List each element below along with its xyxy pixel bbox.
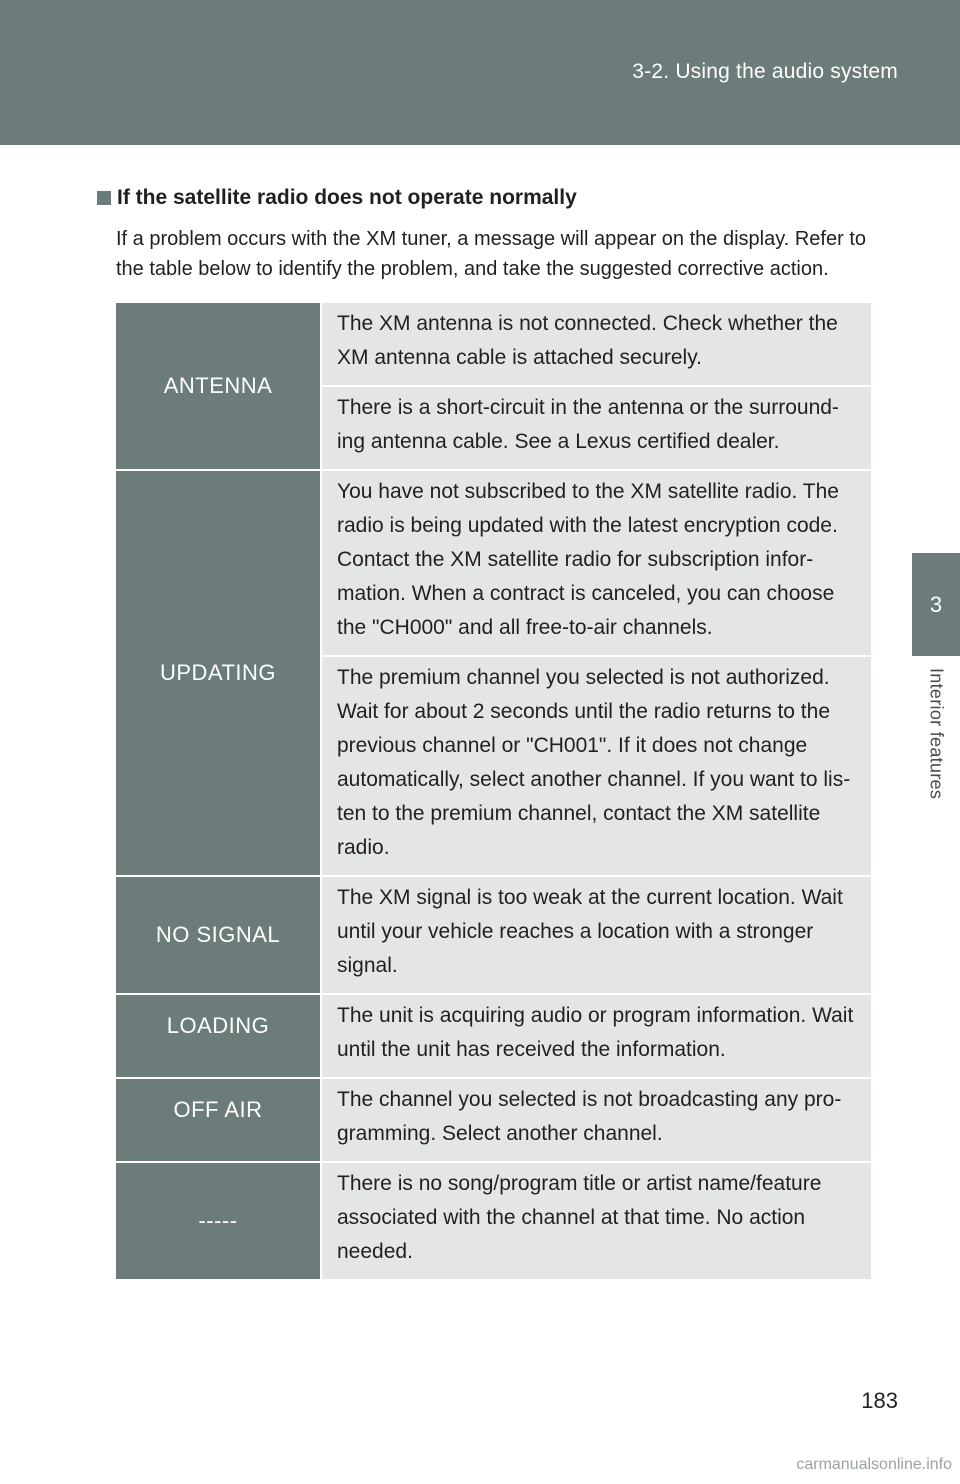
table-row	[116, 1078, 871, 1162]
table-row	[116, 470, 871, 656]
table-row	[116, 994, 871, 1078]
message-description-cell: The channel you selected is not broadcasting any pro- gramming. Select another channel.	[321, 1078, 871, 1162]
message-table	[116, 303, 871, 1281]
intro-paragraph: If a problem occurs with the XM tuner, a message will appear on the display. Refer to the table below to identify the problem, and take the suggested corrective action.	[116, 228, 866, 280]
message-code-cell: -----	[116, 1162, 321, 1280]
watermark-text: carmanualsonline.info	[796, 1456, 952, 1473]
message-description-cell: There is no song/program title or artist name/feature associated with the channel at that time. No action needed.	[321, 1162, 871, 1280]
message-code-cell: ANTENNA	[116, 303, 321, 470]
header-band	[0, 0, 960, 145]
message-code-cell: NO SIGNAL	[116, 876, 321, 994]
square-bullet-icon	[97, 191, 111, 205]
message-description-cell: The XM antenna is not connected. Check whether the XM antenna cable is attached securely.	[321, 303, 871, 386]
message-code-cell: LOADING	[116, 994, 321, 1078]
table-row	[116, 1162, 871, 1280]
message-description-cell: You have not subscribed to the XM satellite radio. The radio is being updated with the latest encryption code. Contact the XM satellite radio for subscription infor- mation. When a contract is canceled, you can choose the "CH000" and all free-to-air channels.	[321, 470, 871, 656]
message-code-cell: OFF AIR	[116, 1078, 321, 1162]
message-description-cell: The premium channel you selected is not authorized. Wait for about 2 seconds until the radio returns to the previous channel or "CH001". If it does not change automatically, select another channel. If you want to lis- ten to the premium channel, contact the XM satellite radio.	[321, 656, 871, 876]
table-row	[116, 303, 871, 386]
message-description-cell: The unit is acquiring audio or program information. Wait until the unit has received the information.	[321, 994, 871, 1078]
message-description-cell: There is a short-circuit in the antenna or the surround- ing antenna cable. See a Lexus certified dealer.	[321, 386, 871, 470]
chapter-label-text: Interior features	[926, 668, 947, 800]
message-description-cell: The XM signal is too weak at the current location. Wait until your vehicle reaches a location with a stronger signal.	[321, 876, 871, 994]
message-code-cell: UPDATING	[116, 470, 321, 876]
page-number: 183	[861, 1388, 898, 1413]
section-heading-text: If the satellite radio does not operate normally	[117, 186, 577, 209]
section-heading	[97, 186, 577, 210]
chapter-tab: 3	[912, 553, 960, 656]
chapter-label	[914, 668, 958, 828]
table-row	[116, 876, 871, 994]
header-title: 3-2. Using the audio system	[632, 60, 898, 83]
